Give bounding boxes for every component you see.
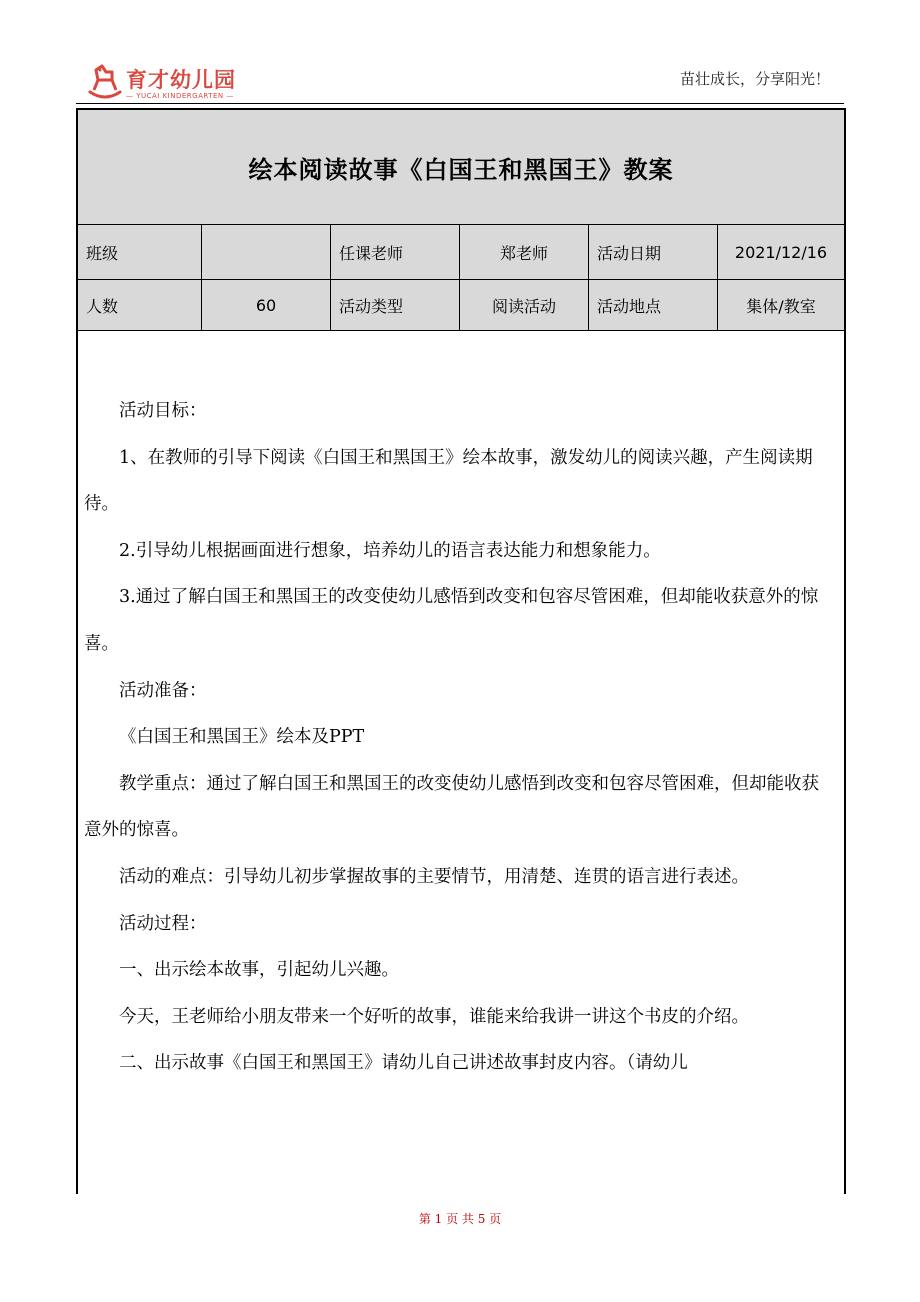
kindergarten-logo (86, 62, 246, 106)
lesson-plan-table (76, 108, 846, 1194)
logo-subtitle: — YUCAI KINDERGARTEN — (126, 92, 234, 100)
page-title: 绘本阅读故事《白国王和黑国王》教案 (248, 155, 674, 184)
body-paragraph: 今天，王老师给小朋友带来一个好听的故事，谁能来给我讲一讲这个书皮的介绍。 (119, 1006, 749, 1027)
label-date: 活动日期 (589, 225, 718, 279)
section-heading-preparation: 活动准备： (119, 680, 207, 701)
body-paragraph: 1、在教师的引导下阅读《白国王和黑国王》绘本故事，激发幼儿的阅读兴趣，产生阅读期待。 (84, 447, 813, 515)
body-paragraph: 2.引导幼儿根据画面进行想象，培养幼儿的语言表达能力和想象能力。 (119, 540, 661, 561)
label-location: 活动地点 (589, 280, 718, 330)
label-activity-type: 活动类型 (331, 280, 460, 330)
slogan: 苗壮成长，分享阳光！ (679, 70, 830, 88)
body-paragraph: 一、出示绘本故事，引起幼儿兴趣。 (119, 960, 399, 981)
logo-name: 育才幼儿园 (126, 68, 236, 92)
section-heading-goals: 活动目标： (119, 401, 207, 421)
info-row (78, 280, 844, 331)
value-count: 60 (202, 280, 331, 330)
label-class: 班级 (78, 225, 202, 279)
title-band (78, 110, 844, 225)
value-class (202, 225, 331, 279)
body-paragraph: 活动的难点：引导幼儿初步掌握故事的主要情节，用清楚、连贯的语言进行表述。 (119, 866, 749, 887)
value-location: 集体/教室 (746, 296, 816, 316)
value-activity-type: 阅读活动 (460, 280, 589, 330)
body-paragraph: 《白国王和黑国王》绘本及PPT (119, 727, 365, 748)
value-date: 2021/12/16 (734, 242, 828, 262)
label-count: 人数 (78, 280, 202, 330)
section-heading-process: 活动过程： (119, 913, 207, 934)
body-paragraph: 3.通过了解白国王和黑国王的改变使幼儿感悟到改变和包容尽管困难，但却能收获意外的惊喜。 (84, 587, 819, 654)
label-teacher: 任课老师 (331, 225, 460, 279)
value-teacher: 郑老师 (460, 225, 589, 279)
lesson-body (84, 388, 834, 1087)
header-divider (76, 103, 844, 104)
info-row (78, 225, 844, 280)
page-number: 第 1 页 共 5 页 (418, 1212, 502, 1226)
body-paragraph: 教学重点：通过了解白国王和黑国王的改变使幼儿感悟到改变和包容尽管困难，但却能收获意外的惊喜。 (84, 773, 819, 841)
rocking-horse-icon (86, 62, 124, 102)
body-paragraph: 二、出示故事《白国王和黑国王》请幼儿自己讲述故事封皮内容。（请幼儿 (119, 1053, 688, 1074)
